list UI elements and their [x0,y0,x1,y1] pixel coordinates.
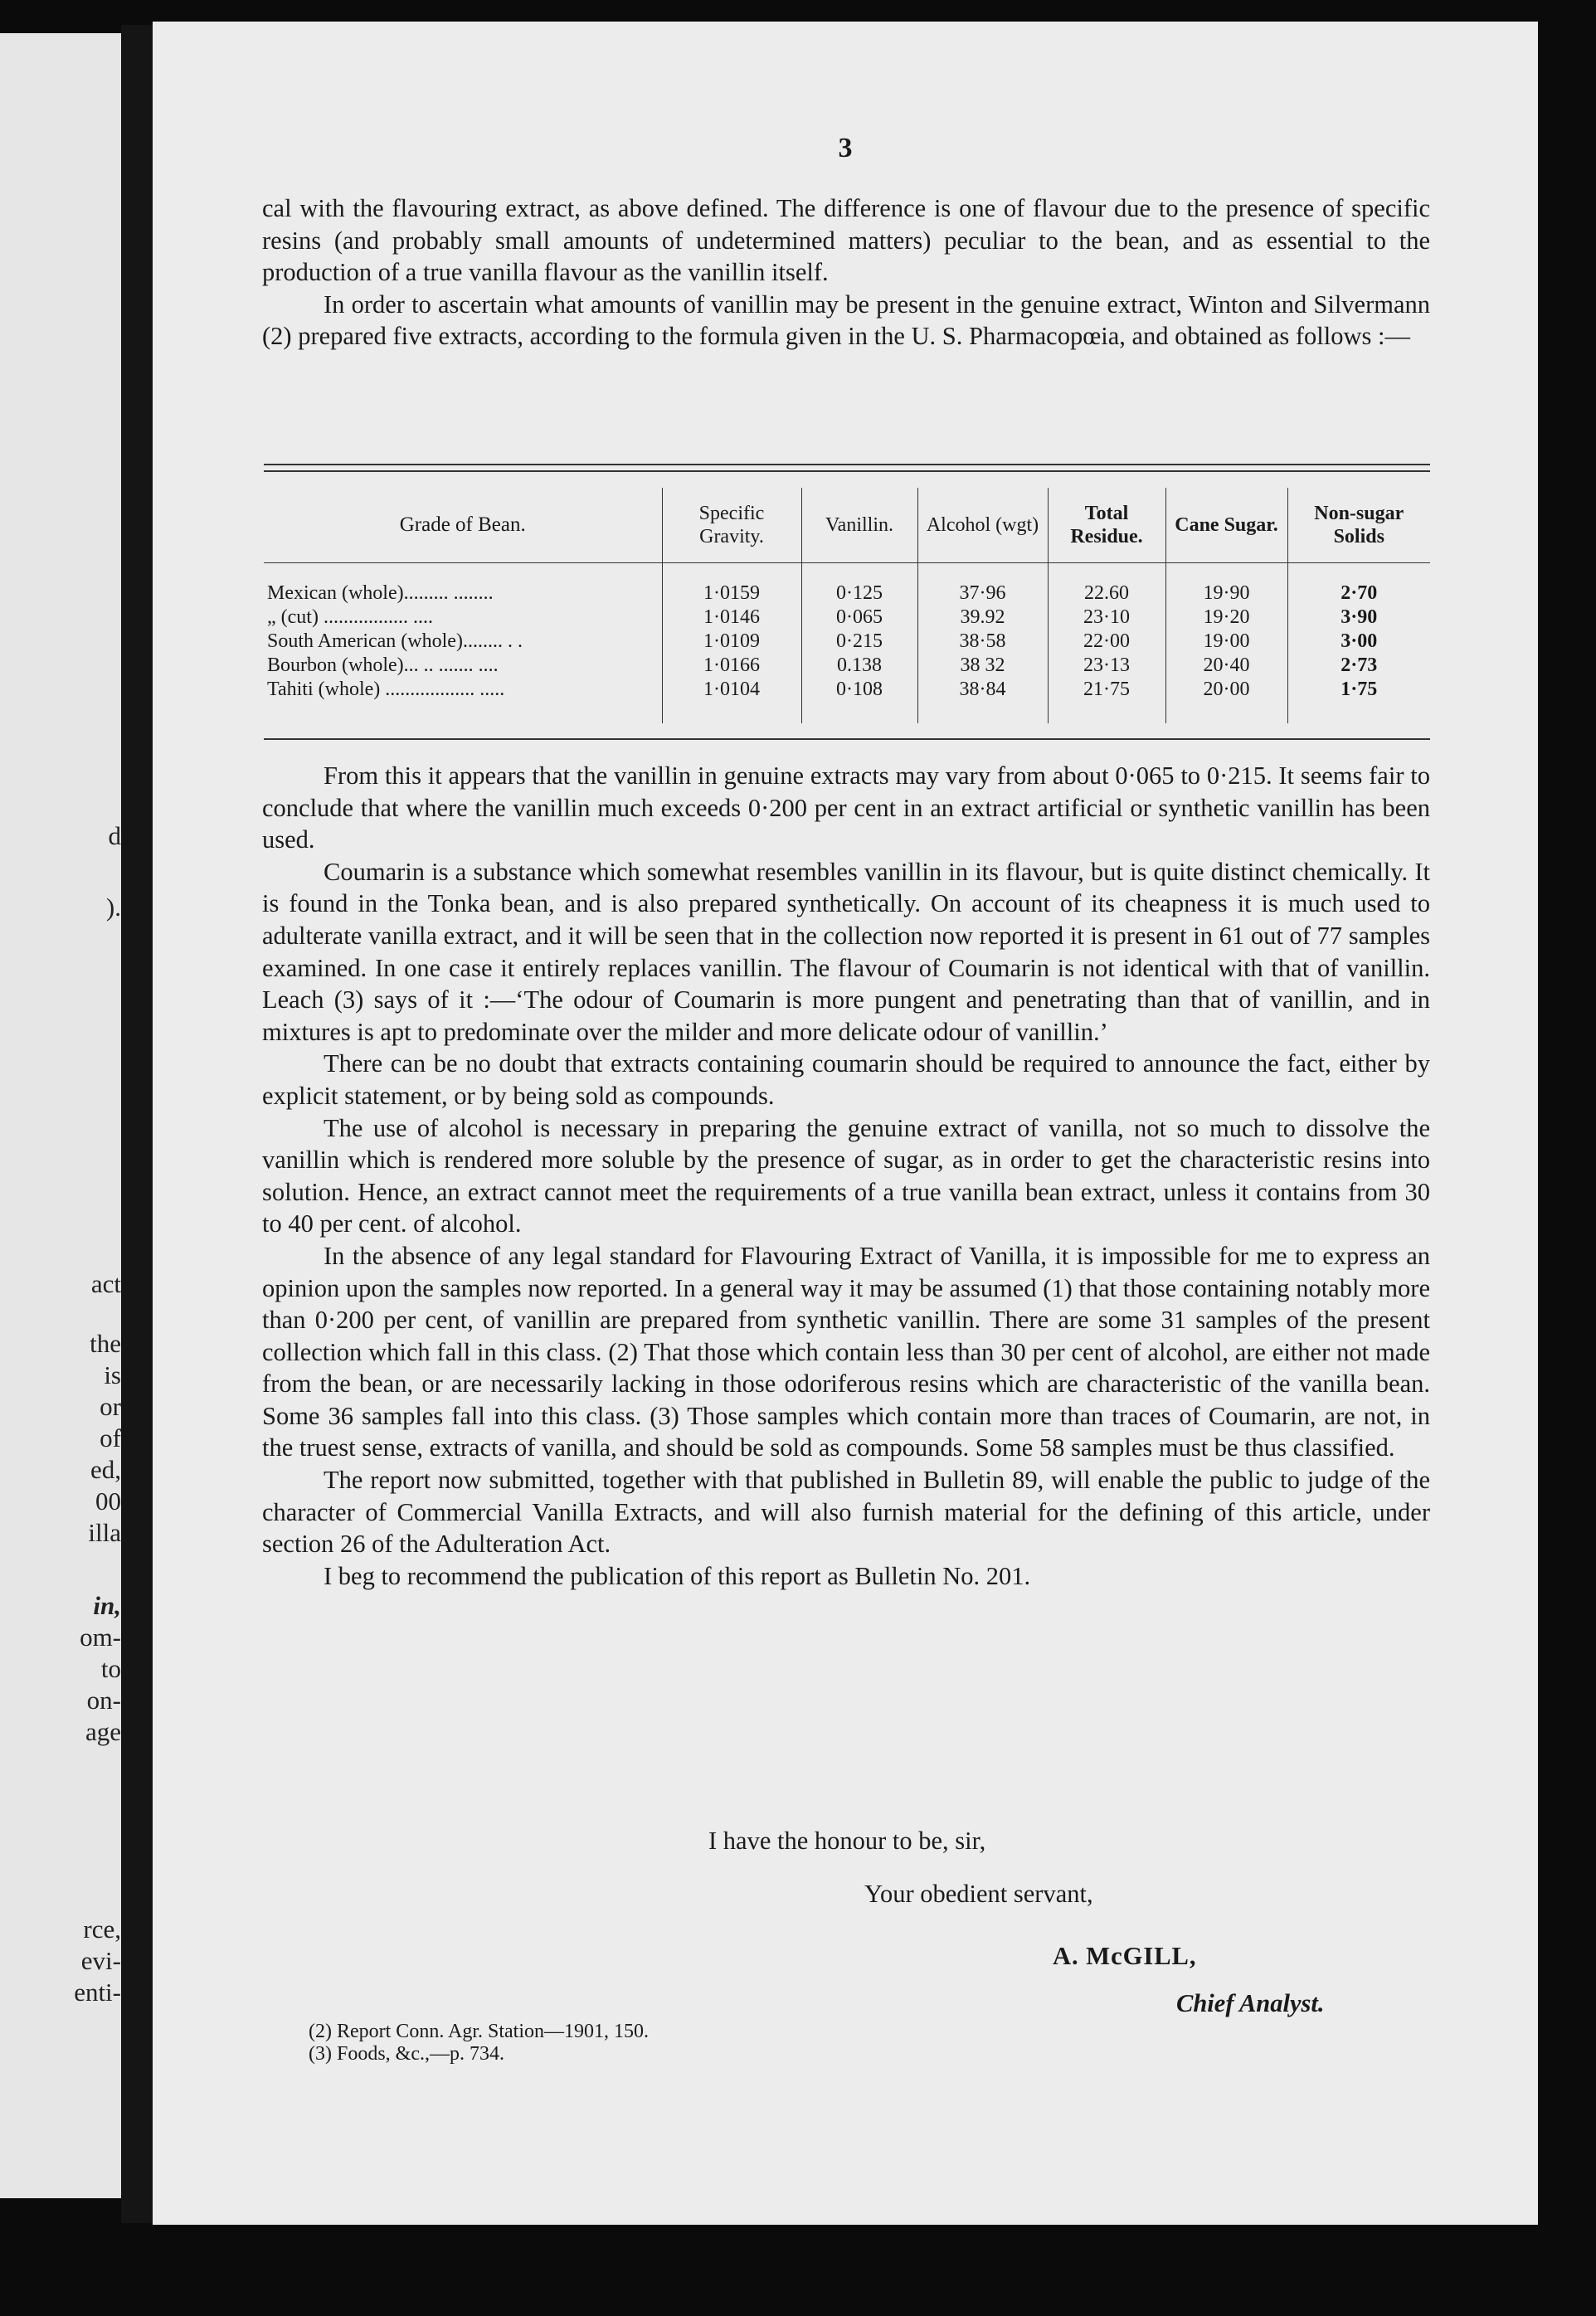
intro-text [262,192,1430,353]
col-header-vanillin: Vanillin. [801,488,917,563]
cell-alcohol: 38·58 [917,630,1048,654]
closing-servant: Your obedient servant, [864,1880,1093,1908]
cell-gravity: 1·0159 [662,581,801,606]
signature-title: Chief Analyst. [1176,1989,1325,2017]
margin-fragment: rce, [83,1915,121,1944]
closing-salutation: I have the honour to be, sir, [708,1827,986,1855]
cell-residue: 23·13 [1048,654,1165,678]
book-spine-shadow [121,25,153,2223]
footnotes [309,2021,649,2065]
margin-fragment: evi- [80,1946,121,1975]
margin-fragment: is [104,1360,121,1389]
margin-fragment: enti- [74,1978,121,2007]
body-text [262,760,1430,1592]
margin-fragment: in, [93,1591,121,1620]
cell-sugar: 19·00 [1165,630,1287,654]
cell-solids: 3·90 [1287,606,1430,630]
margin-fragment: to [100,1654,121,1683]
cell-sugar: 19·90 [1165,581,1287,606]
intro-paragraph: In order to ascertain what amounts of vanillin may be present in the genuine extract, Winton and Silvermann (2) prepared five extracts, according to the formula given in the U. S. Pharmacopœia, and obtained as follows :— [262,290,1430,351]
page-number: 3 [838,133,853,163]
cell-alcohol: 37·96 [917,581,1048,606]
margin-fragment: illa [88,1518,121,1547]
cell-grade: Bourbon (whole)... .. ....... .... [267,654,499,676]
col-header-alcohol: Alcohol (wgt) [917,488,1048,563]
margin-fragment: act [90,1269,121,1298]
cell-residue: 22.60 [1048,581,1165,606]
body-paragraph: There can be no doubt that extracts containing coumarin should be required to announce the fact, either by explicit statement, or by being sold as compounds. [262,1049,1430,1110]
table-bottom-rule [264,738,1430,740]
cell-solids: 2·73 [1287,654,1430,678]
cell-gravity: 1·0166 [662,654,801,678]
cell-vanillin: 0.138 [801,654,917,678]
cell-sugar: 20·40 [1165,654,1287,678]
intro-paragraph: cal with the flavouring extract, as above defined. The difference is one of flavour due to the presence of specific resins (and probably small amounts of undetermined matters) peculiar to the bean, and as essential to the production of a true vanilla flavour as the vanillin itself. [262,194,1430,287]
facing-page-edge [0,33,126,2198]
cell-gravity: 1·0104 [662,678,801,702]
table-top-rule [264,470,1430,472]
cell-vanillin: 0·215 [801,630,917,654]
cell-sugar: 20·00 [1165,678,1287,702]
col-header-cane-sugar: Cane Sugar. [1165,488,1287,563]
table-row [264,606,1430,630]
signature-name: A. McGILL, [1053,1942,1197,1970]
body-paragraph: In the absence of any legal standard for Flavouring Extract of Vanilla, it is impossible for me to express an opinion upon the samples now reported. In a general way it may be assumed (1) that those containing notably more than 0·200 per cent, of vanillin are prepared from synthetic vanillin. There are some 31 samples of the present collection which fall in this class. (2) That those which contain less than 30 per cent of alcohol, are either not made from the bean, or are necessarily lacking in those odoriferous resins which are characteristic of the vanilla bean. Some 36 samples fall into this class. (3) Those samples which contain more than traces of Coumarin, are not, in the truest sense, extracts of vanilla, and should be sold as compounds. Some 58 samples must be thus classified. [262,1241,1430,1462]
col-header-grade: Grade of Bean. [264,488,662,563]
cell-alcohol: 38 32 [917,654,1048,678]
table-row [264,581,1430,606]
col-header-total-residue: Total Residue. [1048,488,1165,563]
footnote: (2) Report Conn. Agr. Station—1901, 150. [309,2021,649,2042]
margin-fragment: d [108,821,121,850]
cell-alcohol: 38·84 [917,678,1048,702]
margin-fragment: age [85,1717,121,1746]
margin-fragment: on- [86,1686,121,1715]
cell-vanillin: 0·108 [801,678,917,702]
vanilla-extract-table [264,488,1430,723]
body-paragraph: From this it appears that the vanillin in genuine extracts may vary from about 0·065 to 0·215. It seems fair to conclude that where the vanillin much exceeds 0·200 per cent in an extract artificial or synthetic vanillin has been used. [262,761,1430,854]
body-paragraph: I beg to recommend the publication of this report as Bulletin No. 201. [324,1561,1031,1590]
col-header-specific-gravity: Specific Gravity. [662,488,801,563]
table-row [264,678,1430,702]
cell-residue: 22·00 [1048,630,1165,654]
table-row [264,630,1430,654]
table-row [264,654,1430,678]
cell-grade: „ (cut) ................. .... [267,606,433,628]
cell-grade: Tahiti (whole) .................. ..... [267,679,505,700]
cell-residue: 21·75 [1048,678,1165,702]
document-page [153,22,1538,2225]
body-paragraph: The use of alcohol is necessary in preparing the genuine extract of vanilla, not so much to dissolve the vanillin which is rendered more soluble by the presence of sugar, as in order to get the characteristic resins into solution. Hence, an extract cannot meet the requirements of a true vanilla bean extract, unless it contains from 30 to 40 per cent. of alcohol. [262,1113,1430,1238]
margin-fragment: the [90,1329,121,1358]
cell-solids: 1·75 [1287,678,1430,702]
cell-residue: 23·10 [1048,606,1165,630]
margin-fragment: ). [105,893,121,922]
cell-gravity: 1·0109 [662,630,801,654]
body-paragraph: The report now submitted, together with that published in Bulletin 89, will enable the public to judge of the character of Commercial Vanilla Extracts, and will also furnish material for the defining of this article, under section 26 of the Adulteration Act. [262,1466,1430,1559]
margin-fragment: ed, [90,1455,121,1484]
cell-vanillin: 0·065 [801,606,917,630]
cell-solids: 2·70 [1287,581,1430,606]
cell-grade: Mexican (whole)......... ........ [267,582,494,604]
col-header-non-sugar-solids: Non-sugar Solids [1287,488,1430,563]
cell-alcohol: 39.92 [917,606,1048,630]
cell-vanillin: 0·125 [801,581,917,606]
cell-sugar: 19·20 [1165,606,1287,630]
body-paragraph: Coumarin is a substance which somewhat resembles vanillin in its flavour, but is quite distinct chemically. It is found in the Tonka bean, and is also prepared synthetically. On account of its cheapness it is much used to adulterate vanilla extract, and it will be seen that in the collection now reported it is present in 61 out of 77 samples examined. In one case it entirely replaces vanillin. The flavour of Coumarin is not identical with that of vanillin. Leach (3) says of it :—‘The odour of Coumarin is more pungent and penetrating than that of vanillin, and in mixtures is apt to predominate over the milder and more delicate odour of vanillin.’ [262,857,1430,1046]
cell-solids: 3·00 [1287,630,1430,654]
cell-grade: South American (whole)........ . . [267,630,523,652]
table-top-rule [264,464,1430,465]
margin-fragment: om- [80,1623,121,1652]
margin-fragment: or [100,1392,121,1421]
margin-fragment: of [100,1423,121,1452]
margin-fragment: 00 [95,1486,121,1516]
footnote: (3) Foods, &c.,—p. 734. [309,2043,504,2065]
cell-gravity: 1·0146 [662,606,801,630]
